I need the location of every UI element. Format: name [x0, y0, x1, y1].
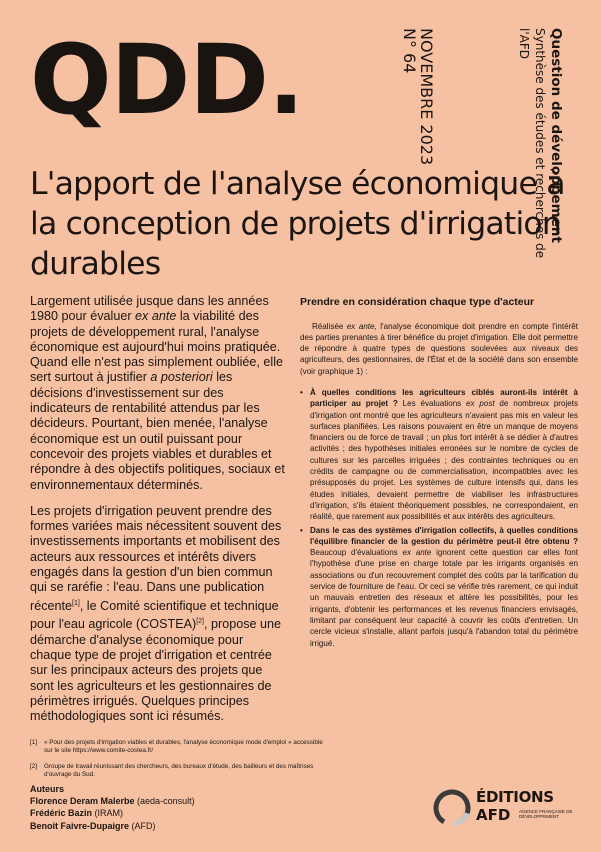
intro-column: [30, 294, 286, 735]
footnote: [2] Groupe de travail réunissant des chercheurs, des bureaux d'étude, des bailleurs et des maîtrises d'ouvrage du Sud.: [30, 763, 314, 778]
issue-info: [401, 28, 435, 165]
footnotes: [30, 739, 330, 787]
page-title: L'apport de l'analyse économique à la conception de projets d'irrigation durables: [30, 166, 565, 282]
editions-afd-logo: [430, 786, 590, 834]
intro-paragraph-1: Largement utilisée jusque dans les années 1980 pour évaluer ex ante la viabilité des projets de développement rural, l'analyse économique est aujourd'hui moins pratiquée. Quand elle n'est pas simplement oubliée, elle sert surtout à justifier a posteriori les décisions d'investissement sur des indicateurs de rentabilité attendus par les décideurs. Pourtant, bien menée, l'analyse économique est un outil puissant pour concevoir des projets viables et durables et répondre à des objectifs politiques, sociaux et environnementaux déterminés.: [30, 294, 285, 492]
authors-title: Auteurs: [30, 784, 65, 794]
section-heading: Prendre en considération chaque type d'acteur: [300, 296, 535, 308]
publisher-name-line1: ÉDITIONS: [476, 788, 554, 806]
footnote-ref-1[interactable]: [1]: [72, 599, 80, 607]
publisher-name-line2: AFD: [476, 806, 511, 824]
list-item: • À quelles conditions les agriculteurs ciblés auront-ils intérêt à participer au projet ? Les évaluations ex post de nombreux projets d'irrigation ont montré que les agriculteurs n'avaient pas mis en valeur les surfaces planifiées. Les raisons pouvaient en être un manque de moyens financiers ou de force de travail ; un plus fort intérêt à se dédier à d'autres activités ; des hypothèses initiales erronées sur le nombre de cycles de cultures sur les parcelles irriguées ; des contraintes techniques ou en crédits de campagne ou de commercialisation, incompatibles avec les présupposés du projet. Les systèmes de culture intensifs qui, dans les études initiales, devaient permettre de viabiliser les infrastructures d'irrigation, s'ils étaient théoriquement possibles, ne correspondaient, en réalité, que rarement aux possibilités et aux intérêts des agriculteurs.: [300, 387, 578, 523]
author-line: Florence Deram Malerbe (aeda-consult): [30, 796, 195, 807]
section-column: [300, 296, 578, 651]
afd-ring-logo-icon: [430, 786, 474, 830]
list-item: • Dans le cas des systèmes d'irrigation collectifs, à quelles conditions l'équilibre financier de la gestion du périmètre peut-il être obtenu ? Beaucoup d'évaluations ex ante ignorent cette question car elles font l'hypothèse d'une prise en charge totale par les irrigants organisés en associations ou d'un recouvrement complet des coûts par la tarification du service de fourniture de l'eau. Or ceci se vérifie très rarement, ce qui induit un mauvais entretien des réseaux et altère les possibilités, pour les irrigants, d'obtenir les performances et les revenus financiers envisagés, limitant par conséquent leur capacité à couvrir les coûts d'entretien. Un cercle vicieux s'installe, allant parfois jusqu'à l'abandon total du périmètre irrigué.: [300, 525, 578, 649]
series-title: Question de développement: [548, 28, 564, 243]
author-line: Frédéric Bazin (IRAM): [30, 808, 124, 819]
issue-number: N° 64: [400, 28, 419, 74]
qdd-logo: QDD.: [30, 24, 304, 136]
issue-date: NOVEMBRE 2023: [417, 28, 436, 166]
author-line: Benoit Faivre-Dupaigre (AFD): [30, 820, 156, 831]
intro-paragraph-2: Les projets d'irrigation peuvent prendre des formes variées mais nécessitent souvent des investissements importants et mobilisent des acteurs aux ressources et intérêts divers engagés dans la gestion d'un bien commun qui se raréfie : l'eau. Dans une publication récente[1], le Comité scientifique et technique pour l'eau agricole (COSTEA)[2], propose une démarche d'analyse économique pour chaque type de projet d'irrigation et centrée sur les principaux acteurs des projets que sont les agriculteurs et les gestionnaires de périmètres irrigués. Quelques principes méthodologiques sont ici résumés.: [30, 503, 282, 724]
series-subtitle: Synthèse des études et recherches de l'AFD: [517, 28, 547, 259]
authors-block: [30, 783, 360, 832]
footnote: [1] « Pour des projets d'irrigation viables et durables, l'analyse économique mode d'emploi » accessible sur le site https://www.comite-costea.fr/: [30, 739, 323, 754]
question-list: [300, 387, 578, 649]
section-intro: Réalisée ex ante, l'analyse économique doit prendre en compte l'intérêt des parties prenantes à tirer bénéfice du projet d'irrigation. Elle doit permettre de répondre à quatre types de questions soulevées aux niveaux des agriculteurs, des gestionnaires, de l'État et de la société dans son ensemble (voir graphique 1) :: [300, 321, 578, 376]
footnote-ref-2[interactable]: [2]: [196, 618, 204, 626]
publisher-subtitle: AGENCE FRANÇAISE DE DÉVELOPPEMENT: [519, 809, 573, 820]
